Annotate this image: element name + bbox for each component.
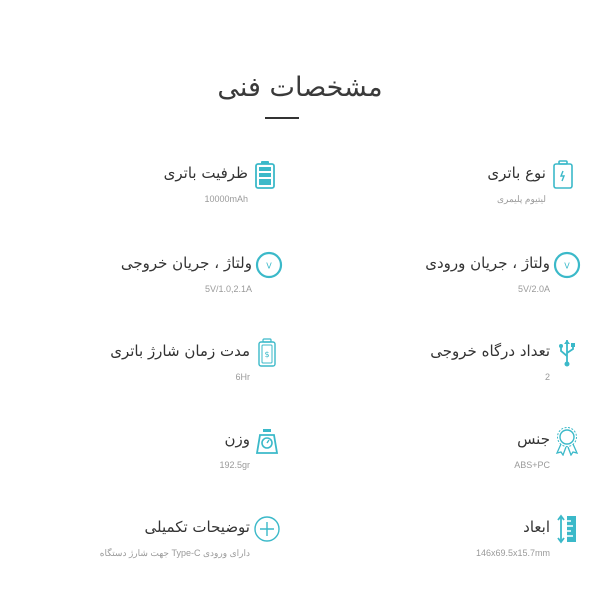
spec-output-ports (322, 338, 582, 398)
spec-label: نوع باتری (487, 164, 546, 182)
charging-time-icon (252, 338, 282, 368)
spec-value: 10000mAh (204, 194, 248, 204)
title-underline (265, 117, 299, 119)
award-ribbon-icon (552, 426, 582, 456)
spec-battery-type (318, 160, 578, 220)
spec-value: ABS+PC (514, 460, 550, 470)
spec-label: مدت زمان شارژ باتری (110, 342, 250, 360)
spec-battery-capacity (20, 160, 280, 220)
dimensions-ruler-icon (552, 514, 582, 544)
spec-label: تعداد درگاه خروجی (430, 342, 550, 360)
spec-label: توضیحات تکمیلی (144, 518, 250, 536)
spec-material (322, 426, 582, 486)
spec-weight (22, 426, 282, 486)
spec-label: ولتاژ ، جریان خروجی (120, 254, 252, 272)
spec-input-voltage (322, 250, 582, 310)
spec-value: 146x69.5x15.7mm (475, 548, 550, 558)
spec-label: ابعاد (523, 518, 550, 536)
spec-dimensions (322, 514, 582, 574)
page-title: مشخصات فنی (217, 72, 383, 103)
spec-value: 2 (544, 372, 550, 382)
svg-text:V: V (564, 261, 570, 271)
spec-value: 192.5gr (219, 460, 250, 470)
scale-icon (252, 426, 282, 456)
spec-label: ظرفیت باتری (163, 164, 248, 182)
spec-value: دارای ورودی Type-C جهت شارژ دستگاه (99, 548, 250, 558)
plus-circle-icon (252, 514, 282, 544)
usb-icon (552, 338, 582, 368)
spec-value: 5V/2.0A (517, 284, 550, 294)
spec-output-voltage (24, 250, 284, 310)
spec-value: 6Hr (235, 372, 250, 382)
spec-additional-info (22, 514, 282, 574)
battery-full-icon (250, 160, 280, 190)
spec-label: وزن (224, 430, 250, 448)
voltage-input-icon (552, 250, 582, 280)
svg-text:$: $ (264, 350, 270, 359)
spec-label: جنس (517, 430, 550, 448)
voltage-output-icon (254, 250, 284, 280)
spec-value: 5V/1.0,2.1A (204, 284, 252, 294)
svg-text:V: V (266, 261, 272, 271)
battery-outline-icon (548, 160, 578, 190)
spec-value: لیتیوم پلیمری (496, 194, 546, 204)
spec-label: ولتاژ ، جریان ورودی (425, 254, 550, 272)
spec-charging-time (22, 338, 282, 398)
